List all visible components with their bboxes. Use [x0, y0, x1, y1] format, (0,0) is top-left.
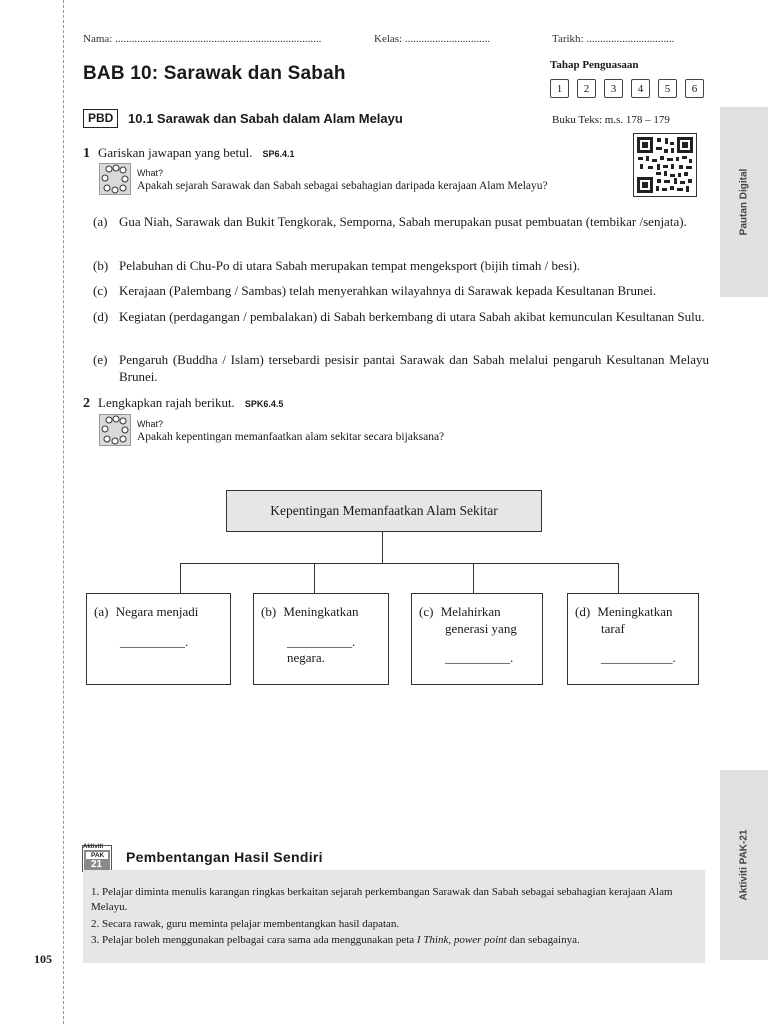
pbd-tag: PBD	[83, 109, 118, 128]
question-2-what-label: What?	[137, 419, 164, 429]
nama-field[interactable]	[83, 33, 321, 45]
nama-blank[interactable]: ...........................................................................	[115, 33, 322, 45]
answer-blank[interactable]: __________.	[287, 634, 356, 649]
question-2-number: 2	[83, 396, 90, 411]
tahap-label: Tahap Penguasaan	[550, 59, 639, 71]
q1-item-text[interactable]: Pengaruh (Buddha / Islam) tersebardi pesisir pantai Sarawak dan Sabah melalui pengaruh Kesultanan Melayu Brunei.	[119, 352, 709, 384]
kelas-label: Kelas:	[374, 33, 403, 45]
question-1-number: 1	[83, 146, 90, 161]
pak21-item-3	[91, 933, 580, 948]
level-box-5[interactable]: 5	[658, 79, 677, 98]
level-box-4[interactable]: 4	[631, 79, 650, 98]
question-1-heading	[83, 144, 295, 162]
pak21-item-text-before: Pelajar boleh menggunakan pelbagai cara sama ada menggunakan peta	[102, 934, 417, 946]
question-1-code: SP6.4.1	[262, 149, 295, 159]
badge-top-text: Aktiviti	[83, 844, 104, 850]
side-tab-aktiviti-label: Aktiviti PAK-21	[738, 829, 750, 901]
what-thinking-map-icon	[99, 414, 131, 446]
box-line3: negara.	[287, 650, 325, 665]
box-line2: generasi yang	[445, 621, 517, 636]
diagram-box-a	[86, 593, 231, 685]
pak21-item-num: 1.	[91, 886, 100, 898]
kelas-blank[interactable]: ...............................	[404, 33, 491, 45]
buku-teks-ref: Buku Teks: m.s. 178 – 179	[552, 114, 670, 126]
level-box-2[interactable]: 2	[577, 79, 596, 98]
question-2-text: Lengkapkan rajah berikut.	[98, 395, 235, 410]
tarikh-field[interactable]	[552, 33, 674, 45]
box-label: (d)	[575, 604, 591, 619]
connector-line	[180, 563, 618, 564]
pak21-item-num: 2.	[91, 918, 100, 930]
answer-blank[interactable]: __________.	[120, 634, 189, 649]
q1-item-c	[93, 282, 709, 299]
q1-item-text[interactable]: Gua Niah, Sarawak dan Bukit Tengkorak, Semporna, Sabah merupakan pusat pembuatan (tembikar /senjata).	[119, 214, 687, 229]
diagram-title-box: Kepentingan Memanfaatkan Alam Sekitar	[226, 490, 542, 532]
connector-line	[382, 532, 383, 563]
box-label: (a)	[94, 604, 109, 619]
q1-item-label: (d)	[93, 309, 109, 324]
q1-item-text[interactable]: Kegiatan (perdagangan / pembalakan) di Sabah berkembang di utara Sabah akibat kemunculan Kesultanan Sulu.	[119, 309, 705, 324]
margin-line	[63, 0, 64, 1024]
q1-item-label: (b)	[93, 258, 109, 273]
box-line1: Negara menjadi	[115, 604, 199, 619]
pak21-item-text-after: dan sebagainya.	[506, 934, 580, 946]
aktiviti-pak21-badge-icon	[82, 845, 112, 872]
nama-label: Nama:	[83, 33, 113, 45]
pak21-title: Pembentangan Hasil Sendiri	[126, 849, 323, 865]
side-tab-pautan-digital[interactable]	[720, 107, 768, 297]
pak21-item-num: 3.	[91, 934, 100, 946]
q1-item-a	[93, 213, 709, 230]
diagram-box-c	[411, 593, 543, 685]
section-title: 10.1 Sarawak dan Sabah dalam Alam Melayu	[128, 111, 403, 126]
qr-code-icon[interactable]	[633, 133, 697, 197]
connector-line	[473, 563, 474, 593]
box-label: (b)	[261, 604, 277, 619]
badge-mid-text: PAK	[91, 852, 105, 859]
tarikh-label: Tarikh:	[552, 33, 584, 45]
connector-line	[618, 563, 619, 593]
q1-item-text[interactable]: Kerajaan (Palembang / Sambas) telah menyerahkan wilayahnya di Sarawak kepada Kesultanan Brunei.	[119, 283, 657, 298]
q1-item-label: (c)	[93, 283, 108, 298]
connector-line	[180, 563, 181, 593]
q1-item-e	[93, 351, 709, 385]
box-line1: Meningkatkan	[283, 604, 359, 619]
q1-item-text[interactable]: Pelabuhan di Chu-Po di utara Sabah merupakan tempat mengeksport (bijih timah / besi).	[119, 258, 581, 273]
badge-num-text: 21	[91, 859, 103, 870]
question-1-what-question: Apakah sejarah Sarawak dan Sabah sebagai sebahagian daripada kerajaan Alam Melayu?	[137, 180, 548, 192]
answer-blank[interactable]: __________.	[445, 650, 514, 665]
pak21-item-text-italic: I Think, power point	[416, 934, 507, 946]
q1-item-b	[93, 257, 709, 274]
pak21-item-2	[91, 917, 399, 932]
question-2-what-question: Apakah kepentingan memanfaatkan alam sekitar secara bijaksana?	[137, 431, 445, 443]
question-2-heading	[83, 394, 283, 412]
level-box-3[interactable]: 3	[604, 79, 623, 98]
q1-item-label: (a)	[93, 214, 108, 229]
chapter-title: BAB 10: Sarawak dan Sabah	[83, 63, 346, 84]
diagram-box-d	[567, 593, 699, 685]
kelas-field[interactable]	[374, 33, 490, 45]
answer-blank[interactable]: ___________.	[601, 650, 676, 665]
what-thinking-map-icon	[99, 163, 131, 195]
side-tab-aktiviti-pak21[interactable]	[720, 770, 768, 960]
q1-item-d	[93, 308, 709, 325]
question-1-text: Gariskan jawapan yang betul.	[98, 145, 253, 160]
box-line1: Meningkatkan	[597, 604, 673, 619]
page-number: 105	[34, 952, 52, 966]
question-2-code: SPK6.4.5	[244, 399, 284, 409]
pak21-item-1	[91, 885, 681, 915]
pak21-instructions-panel	[83, 870, 705, 963]
diagram-box-b	[253, 593, 389, 685]
q1-item-label: (e)	[93, 352, 108, 367]
question-1-what-label: What?	[137, 168, 164, 178]
box-label: (c)	[419, 604, 434, 619]
level-box-6[interactable]: 6	[685, 79, 704, 98]
box-line1: Melahirkan	[440, 604, 501, 619]
tarikh-blank[interactable]: ................................	[586, 33, 675, 45]
level-box-1[interactable]: 1	[550, 79, 569, 98]
pak21-item-text: Pelajar diminta menulis karangan ringkas berkaitan sejarah perkembangan Sarawak dan Sabah sebagai sebahagian kerajaan Alam Melayu.	[91, 886, 673, 913]
side-tab-pautan-digital-label: Pautan Digital	[738, 168, 750, 236]
pak21-item-text: Secara rawak, guru meminta pelajar membentangkan hasil dapatan.	[102, 918, 400, 930]
connector-line	[314, 563, 315, 593]
box-line2: taraf	[601, 621, 625, 636]
